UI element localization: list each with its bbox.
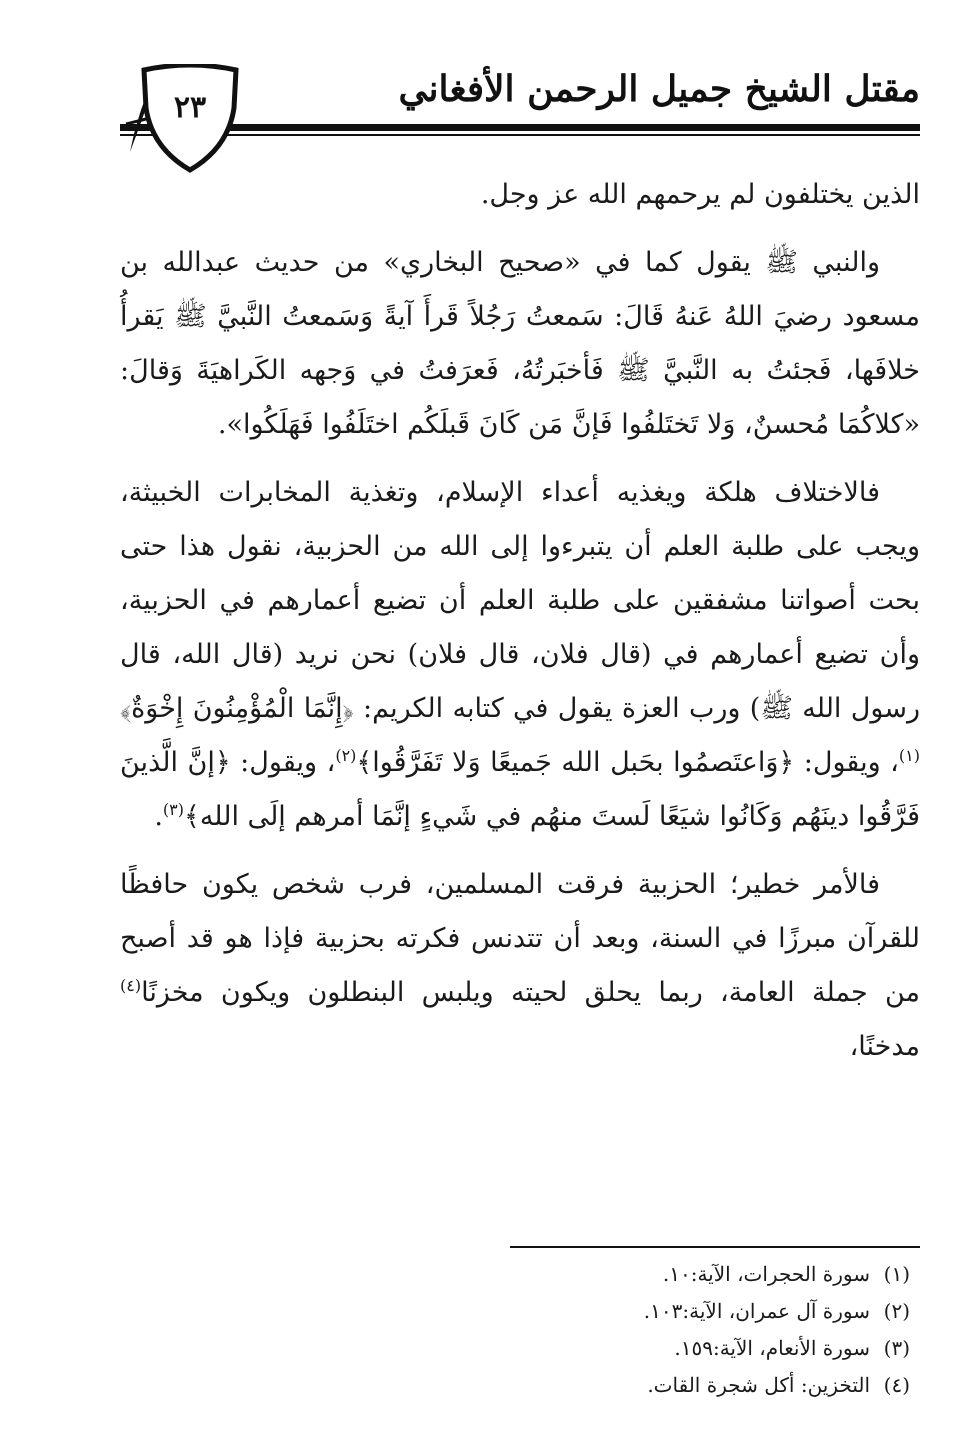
footnote-number: (٢) bbox=[883, 1299, 910, 1323]
paragraph-2: والنبي ﷺ يقول كما في «صحيح البخاري» من حديث عبدالله بن مسعود رضيَ اللهُ عَنهُ قَالَ: سَمعتُ رَجُلاً قَرأَ آيةً وَسَمعتُ النَّبيَّ ﷺ يَقرأُ خلافَها، فَجئتُ به النَّبيَّ ﷺ فَأخبَرتُهُ، فَعرَفتُ في وَجهه الكَراهيَةَ وَقالَ: «كلاكُمَا مُحسنٌ، وَلا تَختَلفُوا فَإنَّ مَن كَانَ قَبلَكُم اختَلَفُوا فَهَلَكُوا». bbox=[120, 247, 920, 440]
footnote-ref-4[interactable]: (٤) bbox=[120, 976, 142, 995]
footnote-number: (٣) bbox=[883, 1336, 910, 1360]
footnote-item bbox=[400, 1256, 910, 1293]
footnote-item bbox=[400, 1293, 910, 1330]
footnote-text: سورة الحجرات، الآية:١٠. bbox=[662, 1262, 870, 1286]
header-title: مقتل الشيخ جميل الرحمن الأفغاني bbox=[398, 68, 920, 110]
paragraph-4-text: فالأمر خطير؛ الحزبية فرقت المسلمين، فرب شخص يكون حافظًا للقرآن مبرزًا في السنة، وبعد أن تتدنس فكرته بحزبية فإذا هو قد أصبح من جملة العامة، ربما يحلق لحيته ويلبس البنطلون ويكون مخزنًا bbox=[120, 869, 920, 1008]
paragraph-3-text-c: ، ويقول: ﴿إنَّ الَّذينَ فَرَّقُوا دينَهُم وَكَانُوا شيَعًا لَستَ منهُم في شَيءٍ إنَّمَا أمرهم إلَى الله﴾ bbox=[120, 747, 920, 832]
paragraph-1: الذين يختلفون لم يرحمهم الله عز وجل. bbox=[480, 179, 920, 210]
footnote-item bbox=[400, 1367, 910, 1404]
footnote-number: (٤) bbox=[883, 1373, 910, 1397]
header-rule-thin bbox=[120, 134, 920, 136]
main-text bbox=[120, 168, 920, 1088]
footnote-ref-1[interactable]: (١) bbox=[898, 746, 920, 765]
footnote-item bbox=[400, 1330, 910, 1367]
paragraph-3-text: فالاختلاف هلكة ويغذيه أعداء الإسلام، وتغذية المخابرات الخبيثة، ويجب على طلبة العلم أن يتبرءوا إلى الله من الحزبية، نقول هذا حتى بحت أصواتنا مشفقين على طلبة العلم أن تضيع أعمارهم في الحزبية، وأن تضيع أعمارهم في (قال فلان، قال فلان) نحن نريد (قال الله، قال رسول الله ﷺ) ورب العزة يقول في كتابه الكريم: ﴿إِنَّمَا الْمُؤْمِنُونَ إِخْوَةٌ﴾ bbox=[120, 477, 920, 724]
paragraph-4-end: مدخنًا، bbox=[849, 1031, 920, 1062]
footnote-ref-2[interactable]: (٢) bbox=[335, 746, 357, 765]
paragraph-3-end: . bbox=[154, 801, 163, 832]
header-rule bbox=[120, 124, 920, 131]
paragraph-4 bbox=[120, 858, 920, 1074]
paragraph-3-text-b: ، ويقول: ﴿وَاعتَصمُوا بحَبل الله جَميعًا وَلا تَفَرَّقُوا﴾ bbox=[356, 747, 899, 778]
footnote-separator bbox=[510, 1246, 920, 1248]
footnote-number: (١) bbox=[883, 1262, 910, 1286]
page-number: ٢٣ bbox=[173, 90, 207, 125]
footnote-ref-3[interactable]: (٣) bbox=[162, 800, 185, 819]
footnote-text: سورة الأنعام، الآية:١٥٩. bbox=[674, 1336, 870, 1360]
footnotes bbox=[400, 1256, 910, 1404]
footnote-text: التخزين: أكل شجرة القات. bbox=[647, 1373, 870, 1397]
paragraph-3 bbox=[120, 466, 920, 844]
footnote-text: سورة آل عمران، الآية:١٠٣. bbox=[643, 1299, 870, 1323]
running-header bbox=[120, 50, 920, 170]
